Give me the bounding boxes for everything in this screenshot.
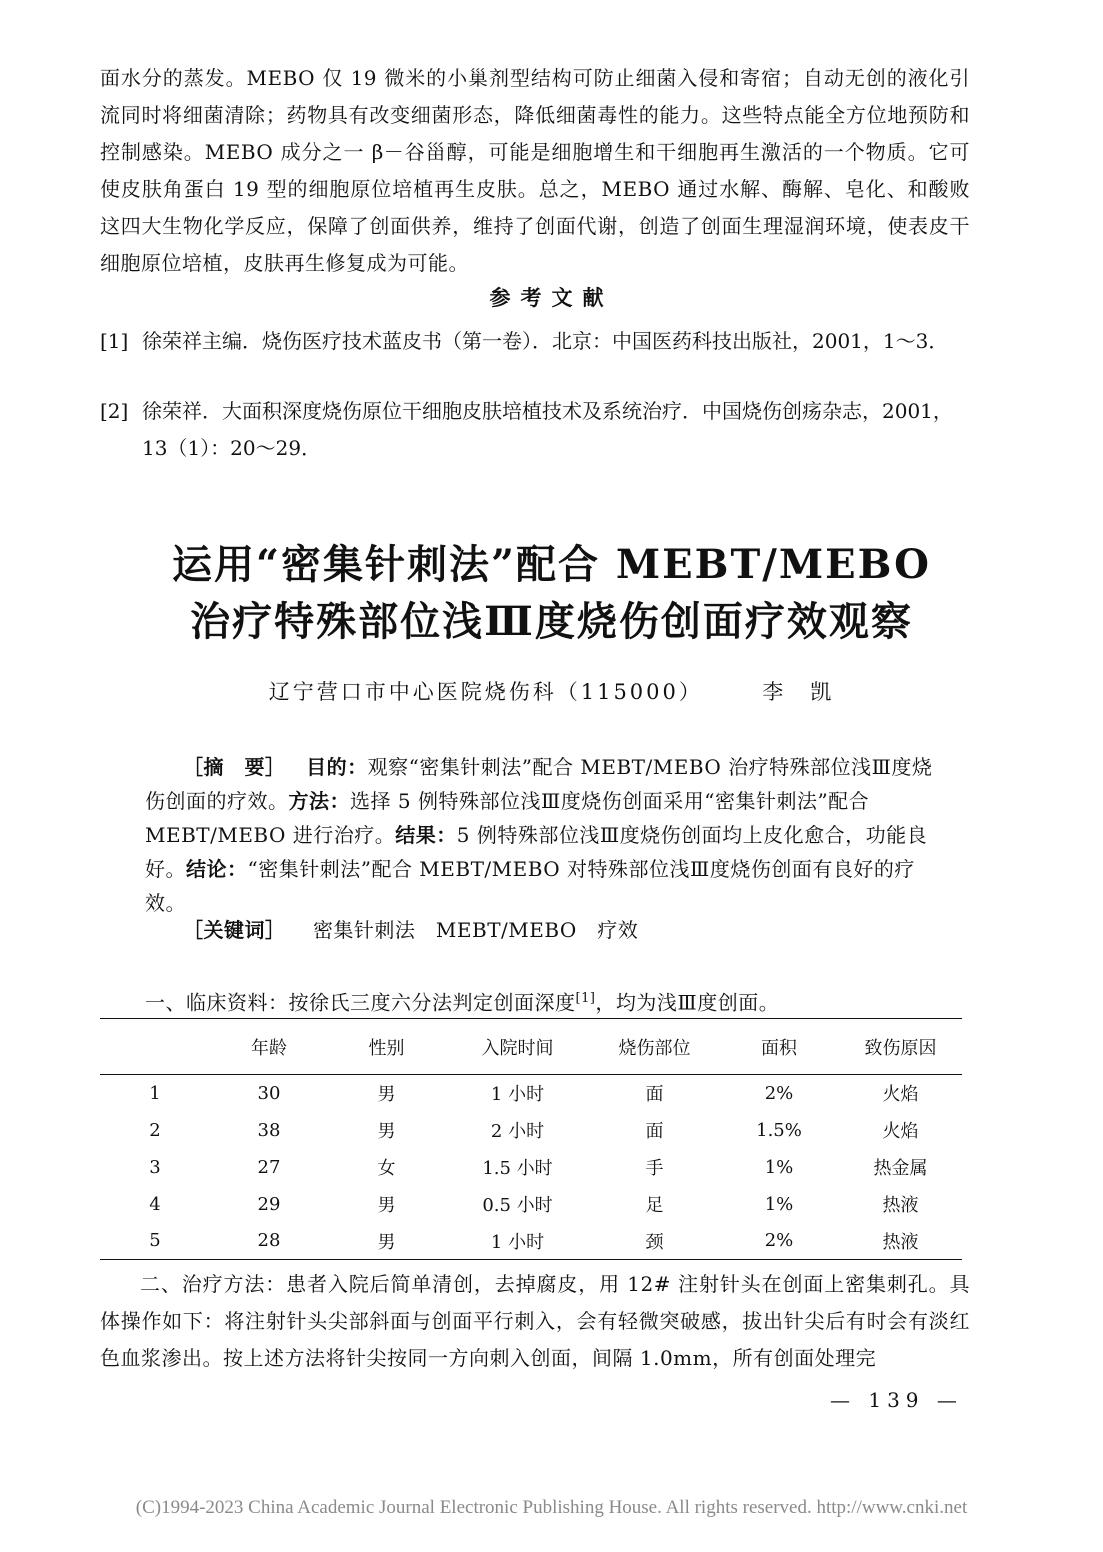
table-cell: 火焰 xyxy=(882,1121,919,1142)
reference-number: [2] xyxy=(100,399,129,423)
table-cell: 2 小时 xyxy=(490,1121,545,1142)
table-cell: 2% xyxy=(719,1223,839,1260)
table-cell: 0.5 小时 xyxy=(482,1195,553,1216)
keywords-label: ［关键词］ xyxy=(183,918,286,942)
affiliation-line xyxy=(0,676,1103,706)
table-cell: 2 xyxy=(149,1119,161,1141)
table-cell: 38 xyxy=(257,1119,281,1141)
references-heading: 参考文献 xyxy=(489,285,614,310)
table-cell: 28 xyxy=(210,1223,328,1260)
table-header: 年龄 xyxy=(210,1019,328,1075)
reference-item xyxy=(100,323,980,397)
section2-text: 二、治疗方法：患者入院后简单清创，去掉腐皮，用 12# 注射针头在创面上密集刺孔。具体操作如下：将注射针头尖部斜面与创面平行刺入，会有轻微突破感，拔出针尖后有时会有淡红色血浆渗出。按上述方法将针尖按同一方向刺入创面，间隔 1.0mm，所有创面处理完 xyxy=(100,1272,970,1370)
table-cell: 1 小时 xyxy=(445,1223,590,1260)
reference-item xyxy=(100,393,980,467)
method-text: 选择 5 例特殊部位浅Ⅲ度烧伤创面采用“密集针刺法”配合 MEBT/MEBO 进行治疗。 xyxy=(145,789,870,847)
table-header: 入院时间 xyxy=(445,1019,590,1075)
table-header-row xyxy=(100,1019,962,1075)
reference-number: [1] xyxy=(100,329,129,353)
result-text: 5 例特殊部位浅Ⅲ度烧伤创面均上皮化愈合，功能良好。 xyxy=(145,823,928,881)
table-cell: 足 xyxy=(645,1195,664,1216)
section1-intro: 一、临床资料：按徐氏三度六分法判定创面深度[1]，均为浅Ⅲ度创面。 xyxy=(145,990,780,1015)
table-cell: 女 xyxy=(377,1158,396,1179)
method-label: 方法： xyxy=(288,789,350,813)
table-cell: 1% xyxy=(764,1156,794,1178)
reference-text: 徐荣祥主编．烧伤医疗技术蓝皮书（第一卷）．北京：中国医药科技出版社，2001，1～3． xyxy=(142,329,949,353)
table-row xyxy=(100,1075,962,1112)
table-cell: 面 xyxy=(645,1121,664,1142)
table-cell: 1% xyxy=(764,1193,794,1215)
clinical-data-table xyxy=(100,1018,962,1260)
table-cell: 2% xyxy=(764,1082,794,1104)
table-header: 烧伤部位 xyxy=(590,1019,719,1075)
table-cell: 1.5% xyxy=(756,1119,802,1141)
table-cell: 手 xyxy=(645,1158,664,1179)
conclusion-text: “密集针刺法”配合 MEBT/MEBO 对特殊部位浅Ⅲ度烧伤创面有良好的疗效。 xyxy=(145,857,915,915)
table-cell: 1 xyxy=(149,1082,161,1104)
table-cell: 4 xyxy=(149,1193,161,1215)
abstract-label: ［摘 要］ xyxy=(183,755,286,779)
conclusion-label: 结论： xyxy=(186,857,248,881)
keywords-line xyxy=(183,913,973,947)
affiliation: 辽宁营口市中心医院烧伤科（115000） xyxy=(268,680,703,704)
table-cell: 男 xyxy=(377,1084,396,1106)
table-cell: 27 xyxy=(257,1156,281,1178)
author: 李 凯 xyxy=(762,680,835,704)
table-row xyxy=(100,1186,962,1223)
table-cell: 29 xyxy=(257,1193,281,1215)
purpose-text: 观察“密集针刺法”配合 MEBT/MEBO 治疗特殊部位浅Ⅲ度烧伤创面的疗效。 xyxy=(145,755,933,813)
table-cell: 3 xyxy=(149,1156,161,1178)
article-title-line1: 运用“密集针刺法”配合 MEBT/MEBO xyxy=(171,541,932,588)
keywords-text: 密集针刺法 MEBT/MEBO 疗效 xyxy=(312,918,639,942)
table-row xyxy=(100,1223,962,1260)
citation: [1] xyxy=(575,991,596,1006)
abstract xyxy=(145,750,935,920)
table-cell: 5 xyxy=(100,1223,210,1260)
table-header: 面积 xyxy=(719,1019,839,1075)
table-header xyxy=(100,1019,210,1075)
table-cell: 热液 xyxy=(882,1195,919,1216)
table-header: 性别 xyxy=(328,1019,445,1075)
copyright-footer: (C)1994-2023 China Academic Journal Electronic Publishing House. All rights reserved. http://www.cnki.net xyxy=(135,1497,968,1518)
table-cell: 1 小时 xyxy=(490,1084,545,1106)
table-cell: 1.5 小时 xyxy=(482,1158,553,1179)
table-cell: 热液 xyxy=(839,1223,962,1260)
table-row xyxy=(100,1112,962,1149)
table-cell: 男 xyxy=(377,1195,396,1216)
table-cell: 男 xyxy=(328,1223,445,1260)
table-header: 致伤原因 xyxy=(839,1019,962,1075)
table-cell: 30 xyxy=(257,1082,281,1104)
continued-paragraph: 面水分的蒸发。MEBO 仅 19 微米的小巢剂型结构可防止细菌入侵和寄宿；自动无创的液化引流同时将细菌清除；药物具有改变细菌形态，降低细菌毒性的能力。这些特点能全方位地预防和控制感染。MEBO 成分之一 β－谷甾醇，可能是细胞增生和干细胞再生激活的一个物质。它可使皮肤角蛋白 19 型的细胞原位培植再生皮肤。总之，MEBO 通过水解、酶解、皂化、和酸败这四大生物化学反应，保障了创面供养，维持了创面代谢，创造了创面生理湿润环境，使表皮干细胞原位培植，皮肤再生修复成为可能。 xyxy=(100,66,970,275)
page-number: — 139 — xyxy=(830,1388,963,1412)
table-cell: 热金属 xyxy=(873,1158,928,1179)
table-cell: 颈 xyxy=(590,1223,719,1260)
table-cell: 火焰 xyxy=(882,1084,919,1106)
purpose-label: 目的： xyxy=(306,755,368,779)
article-title-line2: 治疗特殊部位浅Ⅲ度烧伤创面疗效观察 xyxy=(190,598,913,645)
reference-text: 徐荣祥．大面积深度烧伤原位干细胞皮肤培植技术及系统治疗．中国烧伤创疡杂志，2001，13（1）：20～29． xyxy=(142,399,953,460)
table-row xyxy=(100,1149,962,1186)
table-cell: 面 xyxy=(645,1084,664,1106)
result-label: 结果： xyxy=(395,823,457,847)
table-cell: 男 xyxy=(377,1121,396,1142)
